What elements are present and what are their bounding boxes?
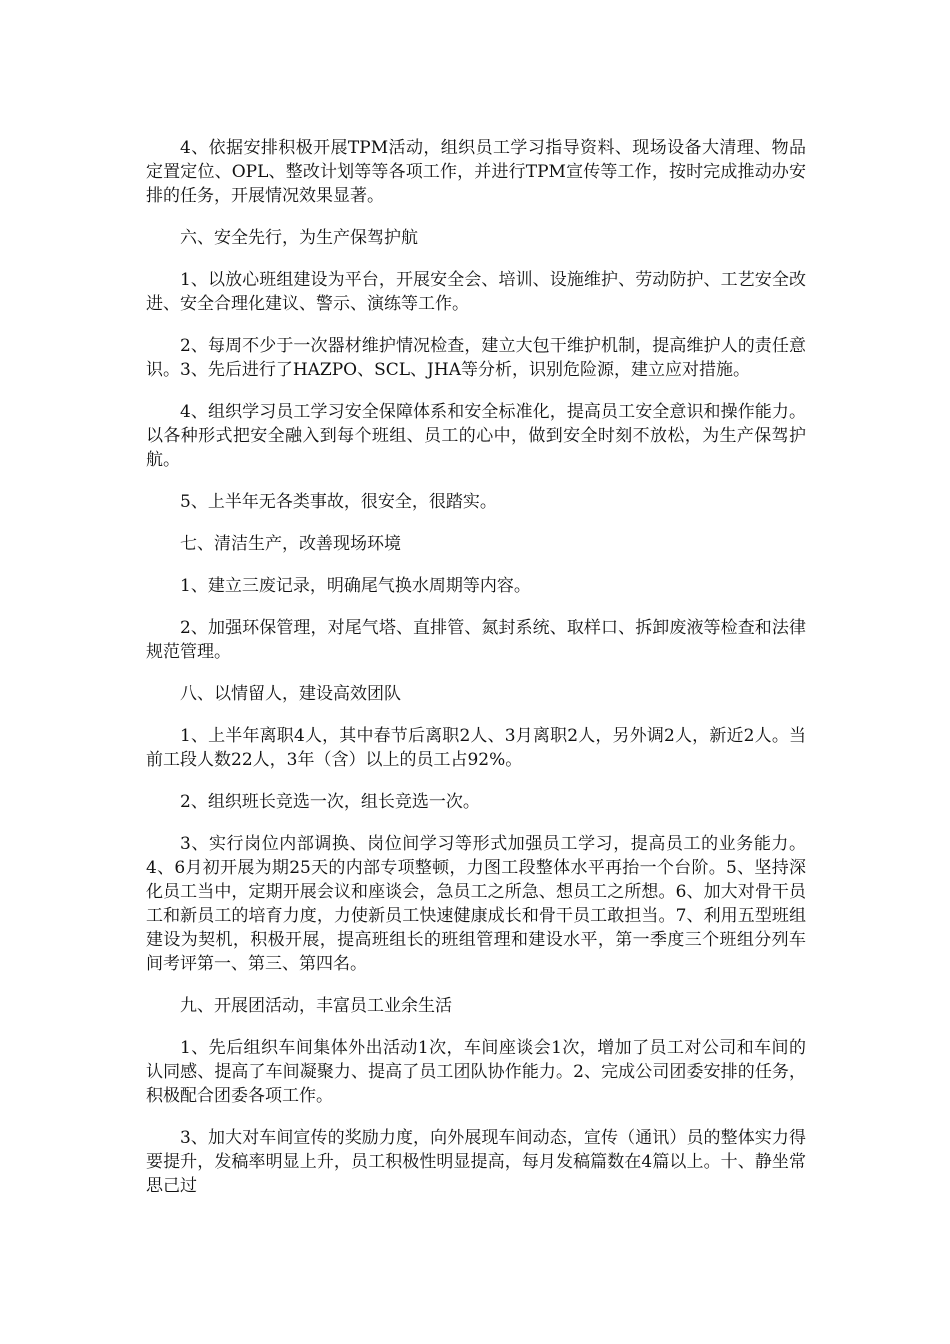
document-body [146,136,806,1216]
paragraph-safety-platform: 1、以放心班组建设为平台，开展安全会、培训、设施维护、劳动防护、工艺安全改进、安全合理化建议、警示、演练等工作。 [146,270,806,314]
section-heading-league-activities: 九、开展团活动，丰富员工业余生活 [180,996,452,1016]
paragraph-leader-election: 2、组织班长竞选一次，组长竞选一次。 [180,792,480,812]
paragraph-staff-turnover: 1、上半年离职4人，其中春节后离职2人、3月离职2人，另外调2人，新近2人。当前工段人数22人，3年（含）以上的员工占92%。 [146,726,806,770]
paragraph-equipment-check: 2、每周不少于一次器材维护情况检查，建立大包干维护机制，提高维护人的责任意识。3、先后进行了HAZPO、SCL、JHA等分析，识别危险源，建立应对措施。 [146,336,806,380]
paragraph-waste-records: 1、建立三废记录，明确尾气换水周期等内容。 [180,576,531,596]
paragraph-environmental-management: 2、加强环保管理，对尾气塔、直排管、氮封系统、取样口、拆卸废液等检查和法律规范管理。 [146,618,806,662]
paragraph-publicity: 3、加大对车间宣传的奖励力度，向外展现车间动态，宣传（通讯）员的整体实力得要提升，发稿率明显上升，员工积极性明显提高，每月发稿篇数在4篇以上。十、静坐常思己过 [146,1128,806,1196]
section-heading-clean-production: 七、清洁生产，改善现场环境 [180,534,401,554]
section-heading-team-building: 八、以情留人，建设高效团队 [180,684,401,704]
paragraph-tpm-activity: 4、依据安排积极开展TPM活动，组织员工学习指导资料、现场设备大清理、物品定置定位、OPL、整改计划等等各项工作，并进行TPM宣传等工作，按时完成推动办安排的任务，开展情况效果显著。 [146,138,806,206]
paragraph-group-activities: 1、先后组织车间集体外出活动1次，车间座谈会1次，增加了员工对公司和车间的认同感、提高了车间凝聚力、提高了员工团队协作能力。2、完成公司团委安排的任务，积极配合团委各项工作。 [146,1038,806,1106]
paragraph-staff-learning: 3、实行岗位内部调换、岗位间学习等形式加强员工学习，提高员工的业务能力。4、6月初开展为期25天的内部专项整顿，力图工段整体水平再抬一个台阶。5、坚持深化员工当中，定期开展会议和座谈会，急员工之所急、想员工之所想。6、加大对骨干员工和新员工的培育力度，力使新员工快速健康成长和骨干员工敢担当。7、利用五型班组建设为契机，积极开展，提高班组长的班组管理和建设水平，第一季度三个班组分列车间考评第一、第三、第四名。 [146,834,806,974]
paragraph-safety-training: 4、组织学习员工学习安全保障体系和安全标准化，提高员工安全意识和操作能力。以各种形式把安全融入到每个班组、员工的心中，做到安全时刻不放松，为生产保驾护航。 [146,402,806,470]
paragraph-no-accidents: 5、上半年无各类事故，很安全，很踏实。 [180,492,497,512]
section-heading-safety: 六、安全先行，为生产保驾护航 [180,228,418,248]
